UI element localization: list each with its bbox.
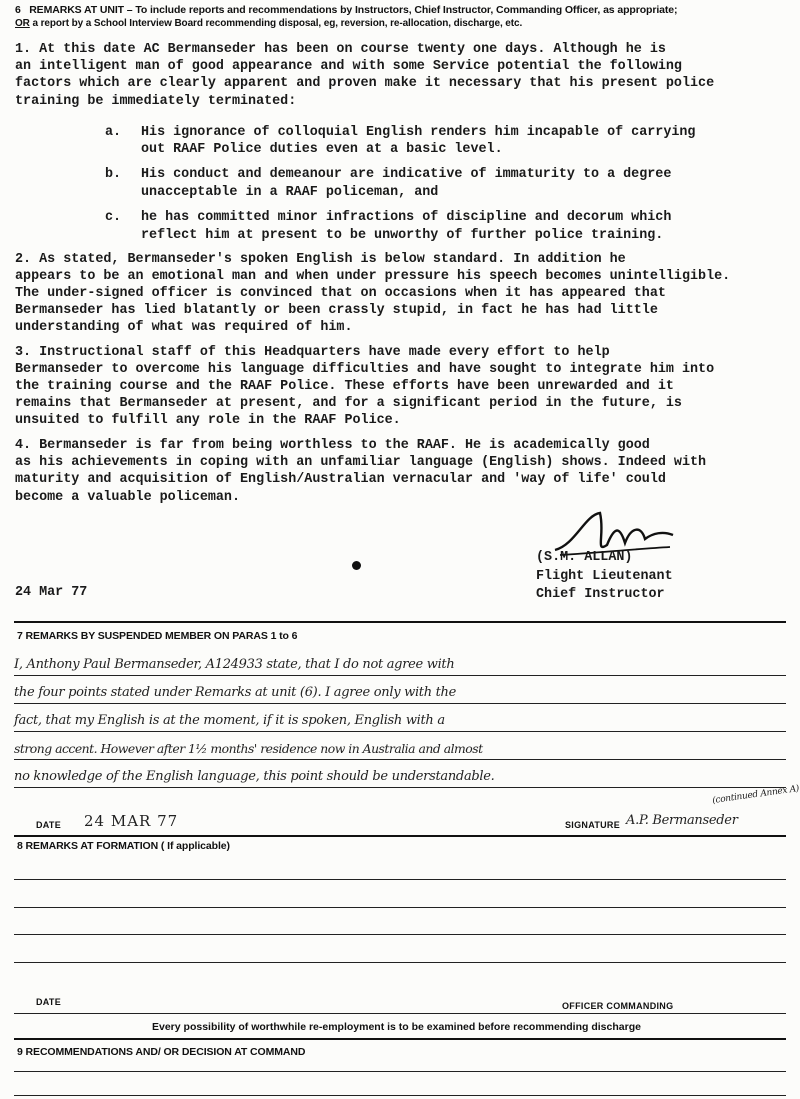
para2-line: The under-signed officer is convinced that on occasions when it has appeared that	[15, 286, 666, 301]
section6-heading-text: REMARKS AT UNIT – To include reports and recommendations by Instructors, Chief Instructor, Commanding Officer, as appropriate;	[29, 4, 678, 16]
member-remark-line: I, Anthony Paul Bermanseder, A124933 state, that I do not agree with	[14, 657, 455, 672]
member-remark-line: no knowledge of the English language, this point should be understandable.	[14, 769, 495, 784]
section-divider	[14, 835, 786, 837]
para4-line: become a valuable policeman.	[15, 490, 240, 505]
officer-commanding-label: OFFICER COMMANDING	[562, 1001, 674, 1011]
form-line	[14, 1095, 786, 1096]
item-line: he has committed minor infractions of discipline and decorum which	[141, 210, 672, 225]
section-divider	[14, 1038, 786, 1040]
section7-signature-label: SIGNATURE	[565, 820, 621, 830]
form-line	[14, 879, 786, 880]
para1-line: an intelligent man of good appearance and with some Service potential the following	[15, 59, 682, 74]
form-line	[14, 934, 786, 935]
member-signature: A.P. Bermanseder	[626, 813, 738, 828]
para3-line: 3. Instructional staff of this Headquarters have made every effort to help	[15, 345, 610, 360]
item-line: out RAAF Police duties even at a basic level.	[141, 142, 503, 157]
item-line: His conduct and demeanour are indicative of immaturity to a degree	[141, 167, 672, 182]
form-line	[14, 759, 786, 760]
section6-date: 24 Mar 77	[15, 585, 88, 600]
para1-line: factors which are clearly apparent and proven make it necessary that his present police	[15, 76, 715, 91]
member-remark-line: fact, that my English is at the moment, if it is spoken, English with a	[14, 713, 445, 728]
item-line: reflect him at present to be unworthy of further police training.	[141, 228, 664, 243]
or-label: OR	[15, 18, 30, 29]
section8-date-label: DATE	[36, 997, 62, 1007]
section6-heading	[15, 4, 677, 16]
section7-heading: 7 REMARKS BY SUSPENDED MEMBER ON PARAS 1 to 6	[17, 630, 298, 642]
footer-note: Every possibility of worthwhile re-employment is to be examined before recommending discharge	[152, 1021, 641, 1033]
section-divider	[14, 621, 786, 623]
para2-line: Bermanseder has lied blatantly or been crassly stupid, in fact he has had little	[15, 303, 658, 318]
para3-line: Bermanseder to overcome his language difficulties and have sought to integrate him into	[15, 362, 715, 377]
officer-rank: Flight Lieutenant	[536, 569, 673, 584]
form-line	[14, 1071, 786, 1072]
member-remark-line: strong accent. However after 1½ months' residence now in Australia and almost	[14, 741, 483, 756]
para4-line: 4. Bermanseder is far from being worthless to the RAAF. He is academically good	[15, 438, 650, 453]
form-line	[14, 703, 786, 704]
item-line: His ignorance of colloquial English renders him incapable of carrying	[141, 125, 696, 140]
officer-title: Chief Instructor	[536, 587, 665, 602]
section6-subheading	[15, 18, 522, 29]
form-line	[14, 787, 786, 788]
para1-line: training be immediately terminated:	[15, 94, 297, 109]
section7-date-value: 24 MAR 77	[84, 812, 179, 830]
section9-heading: 9 RECOMMENDATIONS AND/ OR DECISION AT COMMAND	[17, 1046, 306, 1058]
section6-number: 6	[15, 4, 21, 16]
para4-line: as his achievements in coping with an unfamiliar language (English) shows. Indeed with	[15, 455, 707, 470]
para3-line: remains that Bermanseder at present, and for a significant period in the future, is	[15, 396, 682, 411]
member-remark-line: the four points stated under Remarks at unit (6). I agree only with the	[14, 685, 457, 700]
form-line	[14, 907, 786, 908]
para3-line: the training course and the RAAF Police. These efforts have been unrewarded and it	[15, 379, 674, 394]
para2-line: understanding of what was required of him.	[15, 320, 353, 335]
para1-line: 1. At this date AC Bermanseder has been on course twenty one days. Although he is	[15, 42, 666, 57]
officer-name: (S.M. ALLAN)	[536, 550, 633, 565]
para4-line: maturity and acquisition of English/Australian vernacular and 'way of life' could	[15, 472, 666, 487]
section7-date-label: DATE	[36, 820, 62, 830]
continued-note: (continued Annex A)	[711, 783, 800, 807]
para2-line: 2. As stated, Bermanseder's spoken English is below standard. In addition he	[15, 252, 626, 267]
item-letter: b.	[105, 167, 122, 182]
item-letter: c.	[105, 210, 122, 225]
form-line	[14, 675, 786, 676]
para2-line: appears to be an emotional man and when under pressure his speech becomes unintelligible.	[15, 269, 731, 284]
form-line	[14, 962, 786, 963]
form-line	[14, 1013, 786, 1014]
ink-dot	[352, 561, 361, 570]
para3-line: unsuited to fulfill any role in the RAAF Police.	[15, 413, 401, 428]
item-letter: a.	[105, 125, 122, 140]
section6-subheading-text: a report by a School Interview Board recommending disposal, eg, reversion, re-allocation, discharge, etc.	[32, 18, 523, 29]
item-line: unacceptable in a RAAF policeman, and	[141, 185, 439, 200]
form-line	[14, 731, 786, 732]
section8-heading: 8 REMARKS AT FORMATION ( If applicable)	[17, 840, 230, 852]
